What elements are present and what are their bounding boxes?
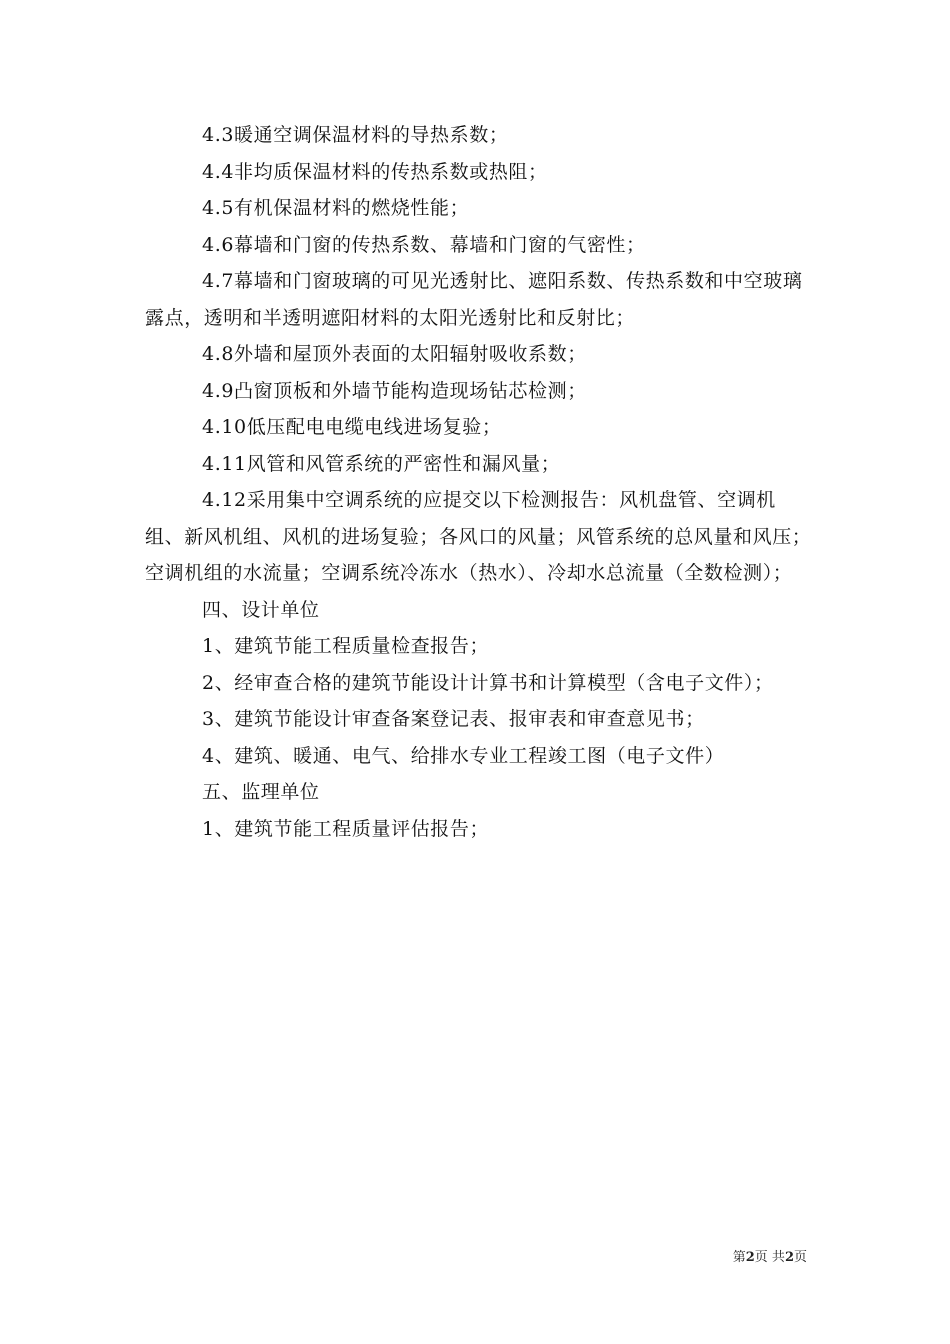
design-item-2: 2、经审查合格的建筑节能设计计算书和计算模型（含电子文件）； (202, 671, 774, 694)
paragraph-4-8: 4.8外墙和屋顶外表面的太阳辐射吸收系数； (202, 343, 587, 365)
design-item-3: 3、建筑节能设计审查备案登记表、报审表和审查意见书； (202, 708, 705, 730)
paragraph-4-4: 4.4非均质保温材料的传热系数或热阻； (202, 160, 548, 183)
section-heading-design-unit: 四、设计单位 (202, 598, 320, 621)
paragraph-4-3: 4.3暖通空调保温材料的导热系数； (202, 124, 509, 146)
footer-total-pages: 2 (784, 1250, 794, 1265)
section-heading-supervision-unit: 五、监理单位 (202, 781, 320, 803)
design-item-1: 1、建筑节能工程质量检查报告； (202, 635, 490, 657)
footer-current-page: 2 (745, 1250, 755, 1265)
footer-suffix: 页 (793, 1250, 807, 1265)
paragraph-4-11: 4.11风管和风管系统的严密性和漏风量； (202, 452, 561, 475)
paragraph-4-12: 4.12采用集中空调系统的应提交以下检测报告：风机盘管、空调机组、新风机组、风机的进场复验；各风口的风量；风管系统的总风量和风压；空调机组的水流量；空调系统冷冻水（热水）、冷却水总流量（全数检测）； (145, 489, 812, 584)
document-body (145, 117, 815, 847)
supervision-item-1: 1、建筑节能工程质量评估报告； (202, 817, 490, 840)
paragraph-4-9: 4.9凸窗顶板和外墙节能构造现场钻芯检测； (202, 379, 587, 402)
paragraph-4-7: 4.7幕墙和门窗玻璃的可见光透射比、遮阳系数、传热系数和中空玻璃露点，透明和半透明遮阳材料的太阳光透射比和反射比； (145, 270, 803, 329)
paragraph-4-5: 4.5有机保温材料的燃烧性能； (202, 197, 470, 219)
page-footer (733, 1246, 807, 1265)
design-item-4: 4、建筑、暖通、电气、给排水专业工程竣工图（电子文件） (202, 744, 725, 767)
footer-prefix: 第 (732, 1250, 746, 1265)
footer-middle: 页 共 (754, 1250, 785, 1265)
paragraph-4-10: 4.10低压配电电缆电线进场复验； (202, 416, 502, 438)
paragraph-4-6: 4.6幕墙和门窗的传热系数、幕墙和门窗的气密性； (202, 233, 646, 256)
